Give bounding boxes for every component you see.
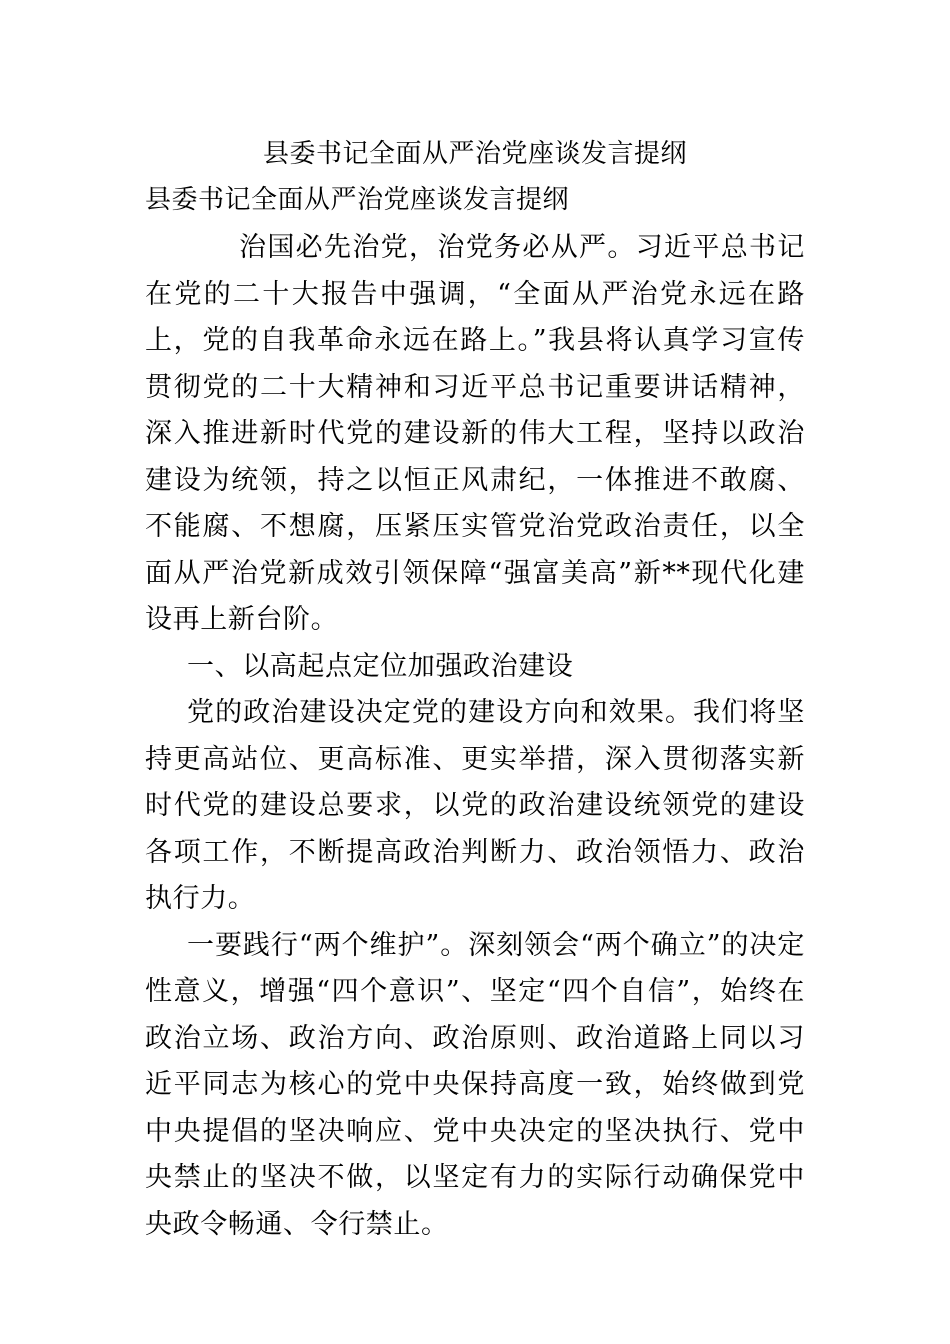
body-paragraph: 党的政治建设决定党的建设方向和效果。我们将坚持更高站位、更高标准、更实举措，深入贯彻落实新时代党的建设总要求，以党的政治建设统领党的建设各项工作，不断提高政治判断力、政治领悟力、政治执行力。 bbox=[145, 697, 805, 914]
document-subtitle: 县委书记全面从严治党座谈发言提纲 bbox=[145, 185, 570, 215]
intro-paragraph: 治国必先治党，治党务必从严。习近平总书记在党的二十大报告中强调，“全面从严治党永远在路上，党的自我革命永远在路上。”我县将认真学习宣传贯彻党的二十大精神和习近平总书记重要讲话精神，深入推进新时代党的建设新的伟大工程，坚持以政治建设为统领，持之以恒正风肃纪，一体推进不敢腐、不能腐、不想腐，压紧压实管党治党政治责任，以全面从严治党新成效引领保障“强富美高”新**现代化建设再上新台阶。 bbox=[145, 232, 805, 635]
document-title: 县委书记全面从严治党座谈发言提纲 bbox=[262, 139, 687, 169]
document-body bbox=[145, 225, 805, 1248]
section-heading: 一、以高起点定位加强政治建设 bbox=[187, 650, 574, 682]
body-paragraph: 一要践行“两个维护”。深刻领会“两个确立”的决定性意义，增强“四个意识”、坚定“四个自信”，始终在政治立场、政治方向、政治原则、政治道路上同以习近平同志为核心的党中央保持高度一致，始终做到党中央提倡的坚决响应、党中央决定的坚决执行、党中央禁止的坚决不做，以坚定有力的实际行动确保党中央政令畅通、令行禁止。 bbox=[145, 929, 805, 1240]
